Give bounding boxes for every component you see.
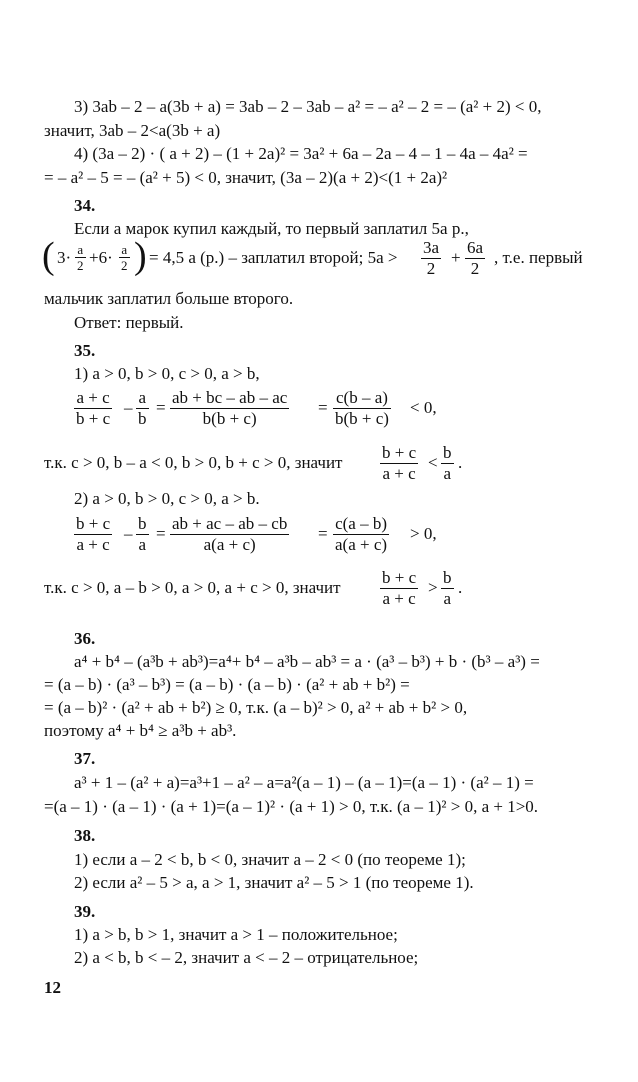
minus-sign: –: [124, 398, 133, 417]
fraction-a-over-2: [75, 242, 86, 273]
fraction-numerator: b: [138, 514, 147, 533]
period: .: [458, 453, 463, 472]
problem-37-line-1: a³ + 1 – (a² + a)=a³+1 – a² – a=a²(a – 1) – (a – 1)=(a – 1) · (a² – 1) =: [74, 773, 534, 792]
problem-34-text-3: , т.е. первый: [494, 248, 583, 267]
equals-sign: =: [318, 524, 328, 543]
fraction-denominator: a + c: [76, 535, 110, 554]
page-number: 12: [44, 978, 61, 997]
fraction-a-over-b: [136, 388, 149, 429]
result-inequality: > 0,: [410, 524, 437, 543]
fraction-numerator: a: [136, 388, 149, 409]
fraction-numerator: c(a – b): [333, 514, 389, 535]
problem-39-heading: 39.: [74, 902, 96, 921]
fraction-6a-over-2: [465, 238, 485, 279]
problem-34-heading: 34.: [74, 196, 96, 215]
left-paren: (: [42, 235, 55, 277]
case-2-conditions: 2) a > 0, b > 0, c > 0, a > b.: [74, 489, 260, 508]
term-plus-6: +6·: [89, 248, 113, 267]
fraction-numerator: 6a: [467, 238, 484, 257]
period: .: [458, 578, 463, 597]
fraction-numerator: b + c: [76, 514, 111, 533]
fraction-denominator: a + c: [382, 589, 416, 608]
fraction-simplified: [333, 514, 389, 555]
less-than-sign: <: [428, 453, 438, 472]
fraction-denominator: a(a + c): [335, 535, 388, 554]
solution-3-line-2: значит, 3ab – 2<a(3b + a): [44, 121, 221, 140]
solution-4-line-2: = – a² – 5 = – (a² + 5) < 0, значит, (3a – 2)(a + 2)<(1 + 2a)²: [44, 168, 448, 187]
fraction-a-over-2: [119, 242, 130, 273]
fraction-b-over-a: [136, 514, 149, 555]
equals-sign: =: [318, 398, 328, 417]
fraction-numerator: c(b – a): [333, 388, 391, 409]
term-3: 3·: [57, 248, 72, 267]
fraction-denominator: a + c: [382, 464, 416, 483]
greater-than-sign: >: [428, 578, 438, 597]
equals-sign: =: [156, 524, 166, 543]
fraction-numerator: a: [75, 242, 86, 258]
fraction-denominator: a: [443, 589, 452, 608]
fraction-expanded-numerator: [170, 514, 289, 555]
problem-38-line-1: 1) если a – 2 < b, b < 0, значит a – 2 < 0 (по теореме 1);: [74, 850, 466, 869]
problem-39-line-1: 1) a > b, b > 1, значит a > 1 – положительное;: [74, 925, 398, 944]
problem-36-line-3: = (a – b)² · (a² + ab + b²) ≥ 0, т.к. (a – b)² > 0, a² + ab + b² > 0,: [44, 698, 468, 717]
fraction-b-plus-c-over-a-plus-c: [380, 443, 418, 484]
problem-36-line-1: a⁴ + b⁴ – (a³b + ab³)=a⁴+ b⁴ – a³b – ab³ = a · (a³ – b³) + b · (b³ – a³) =: [74, 652, 540, 671]
fraction-denominator: a(a + c): [203, 535, 256, 554]
problem-34-text-1: Если a марок купил каждый, то первый заплатил 5a р.,: [74, 219, 469, 238]
fraction-numerator: b: [443, 568, 452, 587]
reason-line-2: т.к. c > 0, a – b > 0, a > 0, a + c > 0, значит: [44, 578, 341, 597]
fraction-numerator: 3a: [423, 238, 440, 257]
problem-34-text-2: = 4,5 a (р.) – заплатил второй; 5a >: [149, 248, 398, 267]
problem-38-line-2: 2) если a² – 5 > a, a > 1, значит a² – 5 > 1 (по теореме 1).: [74, 873, 474, 892]
problem-34-answer: Ответ: первый.: [74, 313, 184, 332]
problem-36-line-4: поэтому a⁴ + b⁴ ≥ a³b + ab³.: [44, 721, 237, 740]
fraction-denominator: a: [138, 535, 147, 554]
fraction-denominator: b + c: [76, 409, 111, 428]
fraction-numerator: b + c: [382, 443, 417, 462]
problem-39-line-2: 2) a < b, b < – 2, значит a < – 2 – отрицательное;: [74, 948, 419, 967]
fraction-b-over-a: [441, 568, 454, 609]
fraction-b-plus-c-over-a-plus-c: [74, 514, 112, 555]
problem-34-text-4: мальчик заплатил больше второго.: [44, 289, 294, 308]
reason-line-1: т.к. c > 0, b – a < 0, b > 0, b + c > 0, значит: [44, 453, 343, 472]
fraction-denominator: 2: [121, 258, 128, 273]
problem-37-line-2: =(a – 1) · (a – 1) · (a + 1)=(a – 1)² · (a + 1) > 0, т.к. (a – 1)² > 0, a + 1>0.: [44, 797, 539, 816]
fraction-3a-over-2: [421, 238, 441, 279]
problem-36-heading: 36.: [74, 629, 96, 648]
fraction-numerator: a: [119, 242, 130, 258]
fraction-denominator: 2: [470, 259, 480, 278]
fraction-denominator: b(b + c): [335, 409, 389, 428]
fraction-numerator: b: [443, 443, 452, 462]
plus-sign: +: [451, 248, 461, 267]
fraction-numerator: ab + bc – ab – ac: [172, 388, 288, 407]
fraction-numerator: b + c: [382, 568, 417, 587]
fraction-simplified: [333, 388, 391, 429]
fraction-denominator: b: [138, 409, 147, 428]
case-1-conditions: 1) a > 0, b > 0, c > 0, a > b,: [74, 364, 260, 383]
right-paren: ): [134, 235, 147, 277]
fraction-b-over-a: [441, 443, 454, 484]
fraction-denominator: 2: [77, 258, 84, 273]
problem-37-heading: 37.: [74, 749, 96, 768]
fraction-expanded-numerator: [170, 388, 289, 429]
fraction-b-plus-c-over-a-plus-c: [380, 568, 418, 609]
fraction-numerator: a + c: [74, 388, 112, 409]
fraction-denominator: b(b + c): [202, 409, 257, 428]
fraction-numerator: ab + ac – ab – cb: [172, 514, 288, 533]
problem-36-line-2: = (a – b) · (a³ – b³) = (a – b) · (a – b) · (a² + ab + b²) =: [44, 675, 410, 694]
problem-38-heading: 38.: [74, 826, 96, 845]
result-inequality: < 0,: [410, 398, 437, 417]
fraction-denominator: 2: [426, 259, 436, 278]
equals-sign: =: [156, 398, 166, 417]
solution-4-line-1: 4) (3a – 2) · ( a + 2) – (1 + 2a)² = 3a² + 6a – 2a – 4 – 1 – 4a – 4a² =: [74, 144, 528, 163]
fraction-denominator: a: [443, 464, 452, 483]
minus-sign: –: [124, 524, 133, 543]
solution-3-line-1: 3) 3ab – 2 – a(3b + a) = 3ab – 2 – 3ab – a² = – a² – 2 = – (a² + 2) < 0,: [74, 97, 542, 116]
fraction-a-plus-c-over-b-plus-c: [74, 388, 112, 429]
problem-35-heading: 35.: [74, 341, 96, 360]
